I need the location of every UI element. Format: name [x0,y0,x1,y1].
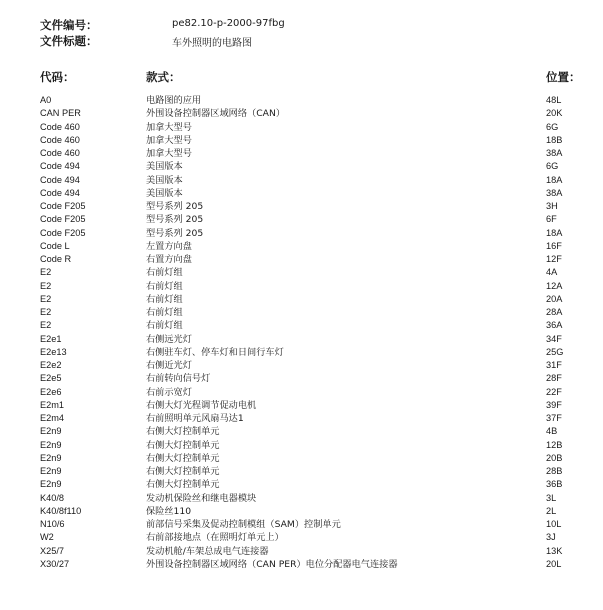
component-position: 6G [546,161,559,172]
component-description: 美国版本 [146,161,183,173]
component-position: 20A [546,293,563,304]
component-description: 右侧大灯控制单元 [146,426,220,438]
list-item [0,425,603,438]
list-item [0,505,603,518]
component-position: 20B [546,452,563,463]
list-item [0,306,603,319]
list-item [0,372,603,385]
component-description: 型号系列 205 [146,201,204,212]
component-code: W2 [40,532,54,543]
component-description: 发动机舱/车架总成电气连接器 [146,545,269,557]
list-item [0,213,603,226]
component-description: 型号系列 205 [146,214,204,226]
component-position: 36B [546,479,563,490]
component-position: 10L [546,519,562,529]
component-position: 28B [546,466,563,476]
component-description: 右前灯组 [146,293,183,305]
list-item [0,412,603,425]
component-code: K40/8 [40,492,65,503]
component-position: 13K [546,545,563,556]
component-code: E2n9 [40,466,62,476]
component-description: 美国版本 [146,174,183,186]
component-position: 16F [546,240,562,251]
column-header-pos: 位置： [546,70,581,84]
component-position: 31F [546,360,562,370]
component-code: K40/8f110 [40,505,82,516]
component-code: E2 [40,307,52,317]
component-position: 25G [546,346,564,357]
component-code: E2 [40,293,52,304]
component-description: 加拿大型号 [146,134,192,146]
component-description: 右前部接地点（在照明灯单元上） [146,532,284,544]
component-position: 12F [546,254,562,264]
list-item [0,253,603,266]
component-description: 外围设备控制器区域网络（CAN PER）电位分配器电气连接器 [146,558,398,570]
list-item [0,200,603,213]
component-code: E2e6 [40,386,62,397]
component-code: X30/27 [40,558,70,569]
component-position: 22F [546,386,562,397]
list-item [0,531,603,544]
component-description: 右前灯组 [146,320,183,332]
component-code: Code 460 [40,121,80,132]
component-description: 右前示宽灯 [146,386,192,398]
list-item [0,478,603,491]
list-item [0,545,603,558]
list-item [0,558,603,571]
component-position: 6G [546,121,559,132]
component-code: E2n9 [40,426,62,437]
component-description: 右前灯组 [146,267,183,279]
component-description: 前部信号采集及促动控制模组（SAM）控制单元 [146,519,341,530]
component-code: Code 460 [40,148,80,158]
list-item [0,346,603,359]
doc-title-value: 车外照明的电路图 [172,38,252,49]
component-position: 28F [546,373,562,384]
list-item [0,359,603,372]
component-code: E2m4 [40,413,65,423]
component-code: N10/6 [40,519,65,529]
column-header-code: 代码： [40,70,75,84]
component-description: 右前照明单元风扇马达1 [146,413,244,424]
component-position: 37F [546,413,562,423]
list-item [0,333,603,346]
component-code: E2e13 [40,346,67,357]
component-position: 18A [546,227,563,238]
component-position: 48L [546,95,562,105]
component-code: E2 [40,267,52,278]
component-code: CAN PER [40,108,81,119]
component-code: Code 460 [40,134,80,145]
doc-no-label: 文件编号： [40,18,98,32]
component-description: 右侧大灯控制单元 [146,466,220,477]
list-item [0,492,603,505]
component-description: 加拿大型号 [146,148,192,159]
list-item [0,187,603,200]
component-position: 2L [546,505,557,516]
component-position: 4A [546,267,558,278]
component-position: 12B [546,439,563,450]
component-description: 右侧驻车灯、停车灯和日间行车灯 [146,346,284,358]
component-description: 右侧大灯光程调节促动电机 [146,399,257,411]
component-description: 右侧近光灯 [146,360,192,371]
component-code: E2m1 [40,399,65,410]
list-item [0,280,603,293]
component-position: 38A [546,148,563,158]
doc-title-label: 文件标题： [40,34,98,48]
component-code: E2e2 [40,360,62,370]
component-position: 18B [546,134,563,145]
component-description: 右前灯组 [146,307,183,318]
component-list [0,94,603,571]
component-description: 美国版本 [146,187,183,199]
component-description: 电路图的应用 [146,95,202,106]
component-description: 右侧大灯控制单元 [146,439,220,451]
component-code: E2n9 [40,479,62,490]
component-position: 6F [546,214,557,225]
component-position: 38A [546,187,563,198]
component-code: E2e1 [40,333,62,344]
component-description: 外围设备控制器区域网络（CAN） [146,108,286,120]
component-position: 20L [546,558,562,569]
list-item [0,439,603,452]
component-description: 型号系列 205 [146,227,204,239]
component-code: Code 494 [40,174,80,185]
component-description: 右侧远光灯 [146,333,192,345]
component-description: 右前灯组 [146,280,183,292]
component-code: E2 [40,320,52,331]
component-code: X25/7 [40,545,65,556]
component-description: 右置方向盘 [146,254,192,265]
component-position: 28A [546,307,563,317]
list-item [0,518,603,531]
list-item [0,160,603,173]
component-description: 左置方向盘 [146,240,192,252]
column-header-desc: 款式： [146,70,181,84]
component-position: 36A [546,320,563,331]
component-position: 20K [546,108,563,119]
component-code: A0 [40,95,52,105]
component-position: 3J [546,532,556,543]
list-item [0,107,603,120]
component-description: 右侧大灯控制单元 [146,479,220,491]
component-position: 34F [546,333,562,344]
component-code: Code F205 [40,214,86,225]
list-item [0,134,603,147]
component-description: 右前转向信号灯 [146,373,211,385]
list-item [0,452,603,465]
component-description: 加拿大型号 [146,121,192,133]
component-position: 3L [546,492,557,503]
component-position: 12A [546,280,563,291]
component-code: E2n9 [40,439,62,450]
component-code: Code R [40,254,72,264]
list-item [0,240,603,253]
component-position: 39F [546,399,562,410]
list-item [0,147,603,160]
list-item [0,465,603,478]
list-item [0,227,603,240]
component-description: 保险丝110 [146,505,192,517]
component-code: Code F205 [40,227,86,238]
list-item [0,386,603,399]
component-code: Code 494 [40,187,80,198]
component-code: E2 [40,280,52,291]
component-code: Code F205 [40,201,86,211]
list-item [0,121,603,134]
list-item [0,94,603,107]
component-code: Code 494 [40,161,80,172]
component-code: E2e5 [40,373,62,384]
list-item [0,174,603,187]
component-position: 3H [546,201,558,211]
component-code: Code L [40,240,70,251]
component-code: E2n9 [40,452,62,463]
list-item [0,266,603,279]
list-item [0,319,603,332]
component-description: 右侧大灯控制单元 [146,452,220,464]
list-item [0,399,603,412]
component-description: 发动机保险丝和继电器模块 [146,492,257,504]
doc-no-value: pe82.10-p-2000-97fbg [172,18,285,29]
component-position: 18A [546,174,563,185]
list-item [0,293,603,306]
component-position: 4B [546,426,558,437]
